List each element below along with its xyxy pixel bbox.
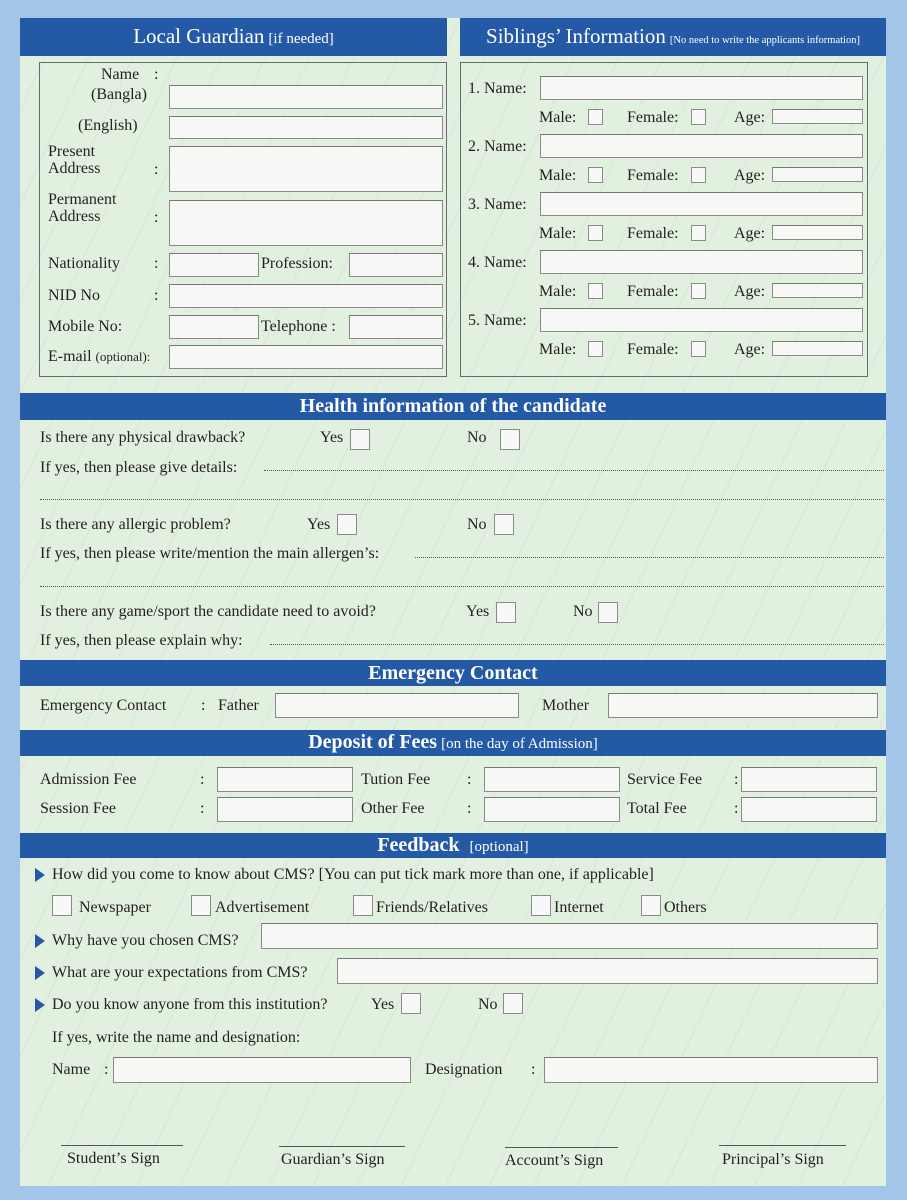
sibling-2-age-label: Age: — [734, 167, 766, 184]
health-q2-detail-line-2[interactable] — [40, 586, 884, 587]
health-q3-yes-label: Yes — [466, 603, 490, 620]
expectations-input[interactable] — [337, 958, 878, 984]
feedback-designation-label: Designation — [425, 1061, 503, 1078]
account-sign-label: Account’s Sign — [505, 1152, 604, 1169]
emergency-title: Emergency Contact — [368, 662, 538, 684]
bullet-arrow-icon — [35, 966, 45, 980]
sibling-3-male-label: Male: — [539, 225, 577, 242]
guardian-nid-colon: : — [154, 287, 159, 304]
health-q2-label: Is there any allergic problem? — [40, 516, 231, 533]
source-advertisement-checkbox[interactable] — [191, 895, 211, 916]
sibling-1-name-label: 1. Name: — [468, 80, 527, 97]
account-sign-line — [505, 1147, 618, 1148]
sibling-5-female-checkbox[interactable] — [691, 341, 706, 357]
guardian-name-colon: : — [154, 66, 159, 83]
sibling-5-name-input[interactable] — [540, 308, 863, 332]
sibling-2-name-input[interactable] — [540, 134, 863, 158]
emergency-label: Emergency Contact — [40, 697, 167, 714]
sibling-4-female-label: Female: — [627, 283, 679, 300]
feedback-q4-yes-label: Yes — [371, 996, 395, 1013]
sibling-1-female-checkbox[interactable] — [691, 109, 706, 125]
siblings-header — [460, 18, 886, 56]
fees-service-colon: : — [734, 771, 739, 788]
sibling-1-male-label: Male: — [539, 109, 577, 126]
bullet-arrow-icon — [35, 934, 45, 948]
emergency-header — [20, 660, 886, 686]
sibling-4-female-checkbox[interactable] — [691, 283, 706, 299]
sibling-5-female-label: Female: — [627, 341, 679, 358]
sibling-2-female-checkbox[interactable] — [691, 167, 706, 183]
guardian-mobile-input[interactable] — [169, 315, 259, 339]
fees-service-input[interactable] — [741, 767, 877, 792]
feedback-designation-colon: : — [531, 1061, 536, 1078]
guardian-nationality-input[interactable] — [169, 253, 259, 277]
feedback-q2-label: Why have you chosen CMS? — [52, 932, 239, 949]
guardian-permanent-address-input[interactable] — [169, 200, 443, 246]
know-anyone-yes-checkbox[interactable] — [401, 993, 421, 1014]
source-internet-label: Internet — [554, 899, 604, 916]
sibling-2-name-label: 2. Name: — [468, 138, 527, 155]
guardian-name-label: Name — [101, 66, 140, 83]
guardian-present-label-2: Address — [48, 160, 101, 177]
guardian-name-bangla-input[interactable] — [169, 85, 443, 109]
fees-total-colon: : — [734, 800, 739, 817]
health-q1-yes-label: Yes — [320, 429, 344, 446]
health-q1-detail-line-2[interactable] — [40, 499, 884, 500]
source-others-label: Others — [664, 899, 707, 916]
fees-other-colon: : — [467, 800, 472, 817]
source-newspaper-label: Newspaper — [79, 899, 151, 916]
principal-sign-line — [719, 1145, 846, 1146]
sibling-4-age-label: Age: — [734, 283, 766, 300]
feedback-name-colon: : — [104, 1061, 109, 1078]
guardian-title: Local Guardian — [133, 24, 265, 48]
guardian-nid-input[interactable] — [169, 284, 443, 308]
guardian-permanent-label-2: Address — [48, 208, 101, 225]
fees-header — [20, 730, 886, 756]
fees-tution-input[interactable] — [484, 767, 620, 792]
guardian-nationality-colon: : — [154, 255, 159, 272]
health-q2-detail-label: If yes, then please write/mention the main allergen’s: — [40, 545, 380, 562]
student-sign-label: Student’s Sign — [67, 1150, 160, 1167]
health-q1-no-checkbox[interactable] — [500, 429, 520, 450]
fees-admission-input[interactable] — [217, 767, 353, 792]
fees-tution-colon: : — [467, 771, 472, 788]
health-q2-no-checkbox[interactable] — [494, 514, 514, 535]
health-q3-no-label: No — [573, 603, 593, 620]
guardian-name-english-input[interactable] — [169, 116, 443, 139]
health-q1-detail-line-1[interactable] — [264, 470, 884, 471]
fees-total-input[interactable] — [741, 797, 877, 822]
health-q2-yes-label: Yes — [307, 516, 331, 533]
health-q3-detail-label: If yes, then please explain why: — [40, 632, 243, 649]
source-internet-checkbox[interactable] — [531, 895, 551, 916]
contact-name-input[interactable] — [113, 1057, 411, 1083]
sibling-5-age-input[interactable] — [772, 341, 863, 356]
sibling-2-age-input[interactable] — [772, 167, 863, 182]
health-q1-detail-label: If yes, then please give details: — [40, 459, 238, 476]
guardian-mobile-label: Mobile No: — [48, 318, 123, 335]
sibling-4-male-label: Male: — [539, 283, 577, 300]
feedback-title: Feedback — [377, 834, 460, 856]
fees-tution-label: Tution Fee — [361, 771, 431, 788]
fees-session-input[interactable] — [217, 797, 353, 822]
guardian-permanent-colon: : — [154, 209, 159, 226]
feedback-header — [20, 833, 886, 858]
health-q1-no-label: No — [467, 429, 487, 446]
sibling-2-male-checkbox[interactable] — [588, 167, 603, 183]
sibling-2-female-label: Female: — [627, 167, 679, 184]
fees-service-label: Service Fee — [627, 771, 703, 788]
sibling-5-male-checkbox[interactable] — [588, 341, 603, 357]
guardian-email-text: E-mail — [48, 348, 92, 365]
sibling-4-name-label: 4. Name: — [468, 254, 527, 271]
guardian-present-colon: : — [154, 161, 159, 178]
source-friends-checkbox[interactable] — [353, 895, 373, 916]
sibling-1-age-input[interactable] — [772, 109, 863, 124]
bullet-arrow-icon — [35, 998, 45, 1012]
emergency-colon: : — [201, 697, 206, 714]
health-q3-detail-line[interactable] — [270, 644, 884, 645]
guardian-profession-input[interactable] — [349, 253, 443, 277]
guardian-bangla-label: (Bangla) — [91, 86, 147, 103]
feedback-q1-label: How did you come to know about CMS? [You can put tick mark more than one, if applicable] — [52, 866, 654, 883]
guardian-email-label — [48, 348, 150, 366]
contact-designation-input[interactable] — [544, 1057, 878, 1083]
source-newspaper-checkbox[interactable] — [52, 895, 72, 916]
guardian-profession-label: Profession: — [261, 255, 333, 272]
fees-title: Deposit of Fees — [308, 731, 438, 753]
health-q2-no-label: No — [467, 516, 487, 533]
siblings-title: Siblings’ Information — [486, 24, 666, 48]
source-friends-label: Friends/Relatives — [376, 899, 488, 916]
health-q3-no-checkbox[interactable] — [598, 602, 618, 623]
fees-session-colon: : — [200, 800, 205, 817]
sibling-3-name-input[interactable] — [540, 192, 863, 216]
feedback-title-note: [optional] — [469, 839, 529, 855]
sibling-5-name-label: 5. Name: — [468, 312, 527, 329]
guardian-present-label-1: Present — [48, 143, 96, 160]
fees-total-label: Total Fee — [627, 800, 687, 817]
health-q2-yes-checkbox[interactable] — [337, 514, 357, 535]
sibling-3-age-label: Age: — [734, 225, 766, 242]
health-q1-label: Is there any physical drawback? — [40, 429, 246, 446]
health-q2-detail-line-1[interactable] — [415, 557, 884, 558]
sibling-2-male-label: Male: — [539, 167, 577, 184]
guardian-english-label: (English) — [78, 117, 138, 134]
feedback-if-yes-label: If yes, write the name and designation: — [52, 1029, 301, 1046]
guardian-permanent-label-1: Permanent — [48, 191, 117, 208]
guardian-email-input[interactable] — [169, 345, 443, 369]
guardian-sign-label: Guardian’s Sign — [281, 1151, 385, 1168]
sibling-1-name-input[interactable] — [540, 76, 863, 100]
sibling-5-age-label: Age: — [734, 341, 766, 358]
feedback-name-label: Name — [52, 1061, 91, 1078]
guardian-email-note: (optional): — [95, 349, 151, 364]
source-advertisement-label: Advertisement — [215, 899, 310, 916]
health-q1-yes-checkbox[interactable] — [350, 429, 370, 450]
sibling-4-male-checkbox[interactable] — [588, 283, 603, 299]
feedback-q4-no-label: No — [478, 996, 498, 1013]
why-chosen-input[interactable] — [261, 923, 878, 949]
guardian-telephone-input[interactable] — [349, 315, 443, 339]
guardian-title-note: [if needed] — [268, 31, 334, 47]
sibling-1-male-checkbox[interactable] — [588, 109, 603, 125]
sibling-4-age-input[interactable] — [772, 283, 863, 298]
feedback-q3-label: What are your expectations from CMS? — [52, 964, 308, 981]
health-header — [20, 393, 886, 420]
fees-session-label: Session Fee — [40, 800, 116, 817]
health-q3-label: Is there any game/sport the candidate need to avoid? — [40, 603, 376, 620]
emergency-father-label: Father — [218, 697, 259, 714]
guardian-sign-line — [279, 1146, 405, 1147]
bullet-arrow-icon — [35, 868, 45, 882]
sibling-3-female-label: Female: — [627, 225, 679, 242]
sibling-3-age-input[interactable] — [772, 225, 863, 240]
fees-other-input[interactable] — [484, 797, 620, 822]
guardian-nationality-label: Nationality — [48, 255, 120, 272]
feedback-q4-label: Do you know anyone from this institution? — [52, 996, 328, 1013]
sibling-3-female-checkbox[interactable] — [691, 225, 706, 241]
siblings-title-note: [No need to write the applicants information] — [669, 35, 860, 46]
student-sign-line — [61, 1145, 183, 1146]
health-q3-yes-checkbox[interactable] — [496, 602, 516, 623]
health-title: Health information of the candidate — [299, 395, 607, 417]
fees-title-note: [on the day of Admission] — [441, 736, 598, 752]
sibling-3-male-checkbox[interactable] — [588, 225, 603, 241]
guardian-telephone-label: Telephone : — [261, 318, 336, 335]
guardian-present-address-input[interactable] — [169, 146, 443, 192]
sibling-4-name-input[interactable] — [540, 250, 863, 274]
principal-sign-label: Principal’s Sign — [722, 1151, 824, 1168]
emergency-mother-label: Mother — [542, 697, 590, 714]
guardian-header — [20, 18, 447, 56]
sibling-3-name-label: 3. Name: — [468, 196, 527, 213]
fees-admission-colon: : — [200, 771, 205, 788]
emergency-mother-input[interactable] — [608, 693, 878, 718]
emergency-father-input[interactable] — [275, 693, 519, 718]
fees-other-label: Other Fee — [361, 800, 425, 817]
know-anyone-no-checkbox[interactable] — [503, 993, 523, 1014]
guardian-nid-label: NID No — [48, 287, 100, 304]
sibling-1-female-label: Female: — [627, 109, 679, 126]
sibling-1-age-label: Age: — [734, 109, 766, 126]
fees-admission-label: Admission Fee — [40, 771, 137, 788]
sibling-5-male-label: Male: — [539, 341, 577, 358]
source-others-checkbox[interactable] — [641, 895, 661, 916]
